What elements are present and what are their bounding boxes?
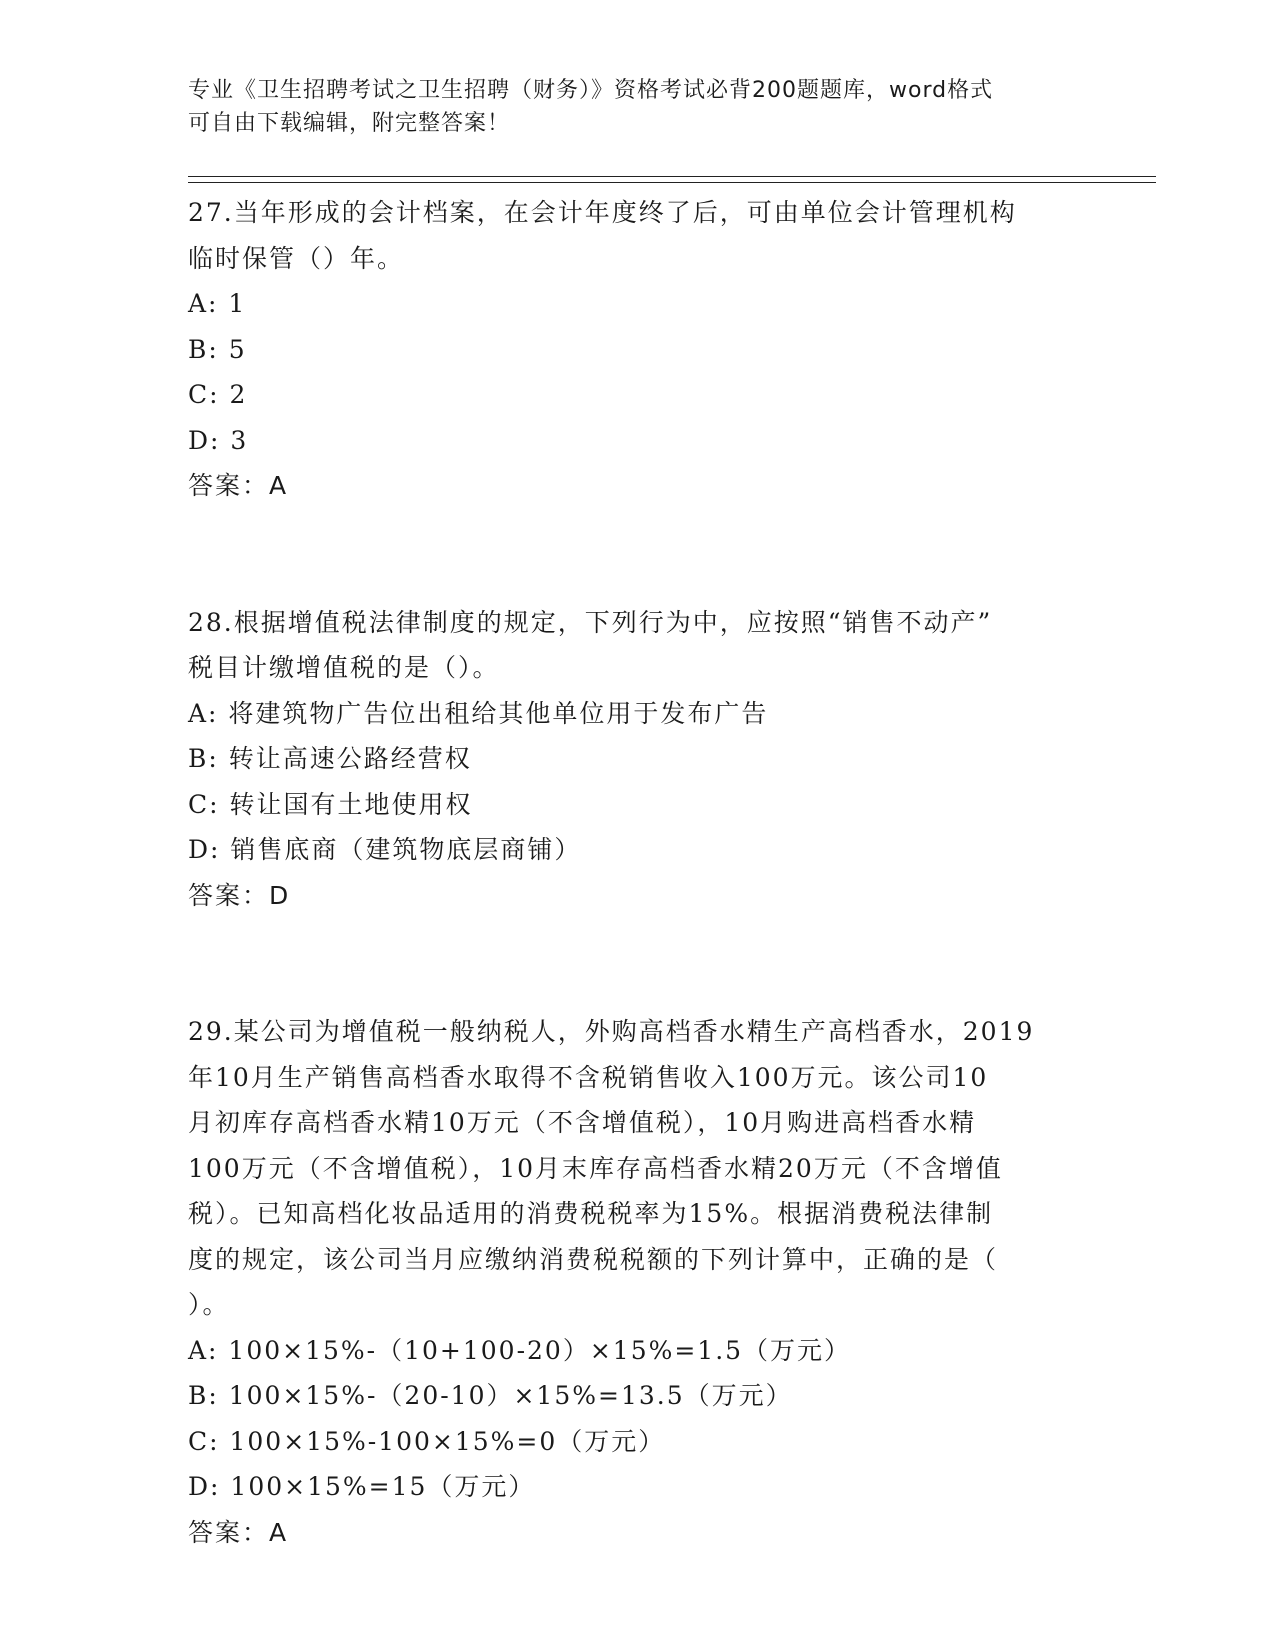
answer-label: 答案：A xyxy=(188,1517,289,1547)
question-stem-line: 月初库存高档香水精10万元（不含增值税），10月购进高档香水精 xyxy=(188,1108,977,1137)
answer-label: 答案：A xyxy=(188,471,289,500)
question-stem-line: 29.某公司为增值税一般纳税人，外购高档香水精生产高档香水，2019 xyxy=(188,1017,1035,1046)
question-stem-line: 临时保管（）年。 xyxy=(188,243,405,273)
header-divider-bottom xyxy=(188,182,1156,183)
header-divider-top xyxy=(188,176,1156,177)
option-b: B: 100×15%-（20-10）×15%=13.5（万元） xyxy=(188,1381,793,1410)
question-28 xyxy=(188,600,1088,919)
question-stem-line: 税目计缴增值税的是（）。 xyxy=(188,653,500,682)
question-29 xyxy=(188,1009,1088,1555)
option-c: C: 2 xyxy=(188,380,248,409)
option-a: A: 将建筑物广告位出租给其他单位用于发布广告 xyxy=(188,698,769,728)
option-d: D: 销售底商（建筑物底层商铺） xyxy=(188,835,582,864)
header-line-2: 可自由下载编辑，附完整答案！ xyxy=(188,111,511,136)
option-c: C: 转让国有土地使用权 xyxy=(188,789,473,819)
option-a: A: 1 xyxy=(188,289,247,318)
question-stem-line: 27.当年形成的会计档案，在会计年度终了后，可由单位会计管理机构 xyxy=(188,198,1017,227)
question-27 xyxy=(188,190,1088,509)
option-b: B: 转让高速公路经营权 xyxy=(188,744,472,773)
option-b: B: 5 xyxy=(188,334,247,364)
question-list xyxy=(188,190,1088,1555)
question-stem-line: 100万元（不含增值税），10月末库存高档香水精20万元（不含增值 xyxy=(188,1153,1003,1183)
document-header xyxy=(188,74,1068,140)
option-d: D: 100×15%=15（万元） xyxy=(188,1472,536,1501)
question-spacer xyxy=(188,509,1088,555)
option-a: A: 100×15%-（10+100-20）×15%=1.5（万元） xyxy=(188,1335,852,1365)
question-spacer xyxy=(188,964,1088,1010)
question-stem-line: 年10月生产销售高档香水取得不含税销售收入100万元。该公司10 xyxy=(188,1062,989,1092)
question-spacer xyxy=(188,554,1088,600)
option-c: C: 100×15%-100×15%=0（万元） xyxy=(188,1426,666,1456)
question-stem-line: 税）。已知高档化妆品适用的消费税税率为15%。根据消费税法律制 xyxy=(188,1199,994,1228)
answer-label: 答案：D xyxy=(188,880,291,910)
option-d: D: 3 xyxy=(188,425,249,455)
question-stem-line: ）。 xyxy=(188,1290,230,1319)
header-line-1: 专业《卫生招聘考试之卫生招聘（财务）》资格考试必背200题题库，word格式 xyxy=(188,78,994,103)
question-spacer xyxy=(188,918,1088,964)
question-stem-line: 度的规定，该公司当月应缴纳消费税税额的下列计算中，正确的是（ xyxy=(188,1244,999,1274)
question-stem-line: 28.根据增值税法律制度的规定，下列行为中，应按照“销售不动产” xyxy=(188,607,993,637)
